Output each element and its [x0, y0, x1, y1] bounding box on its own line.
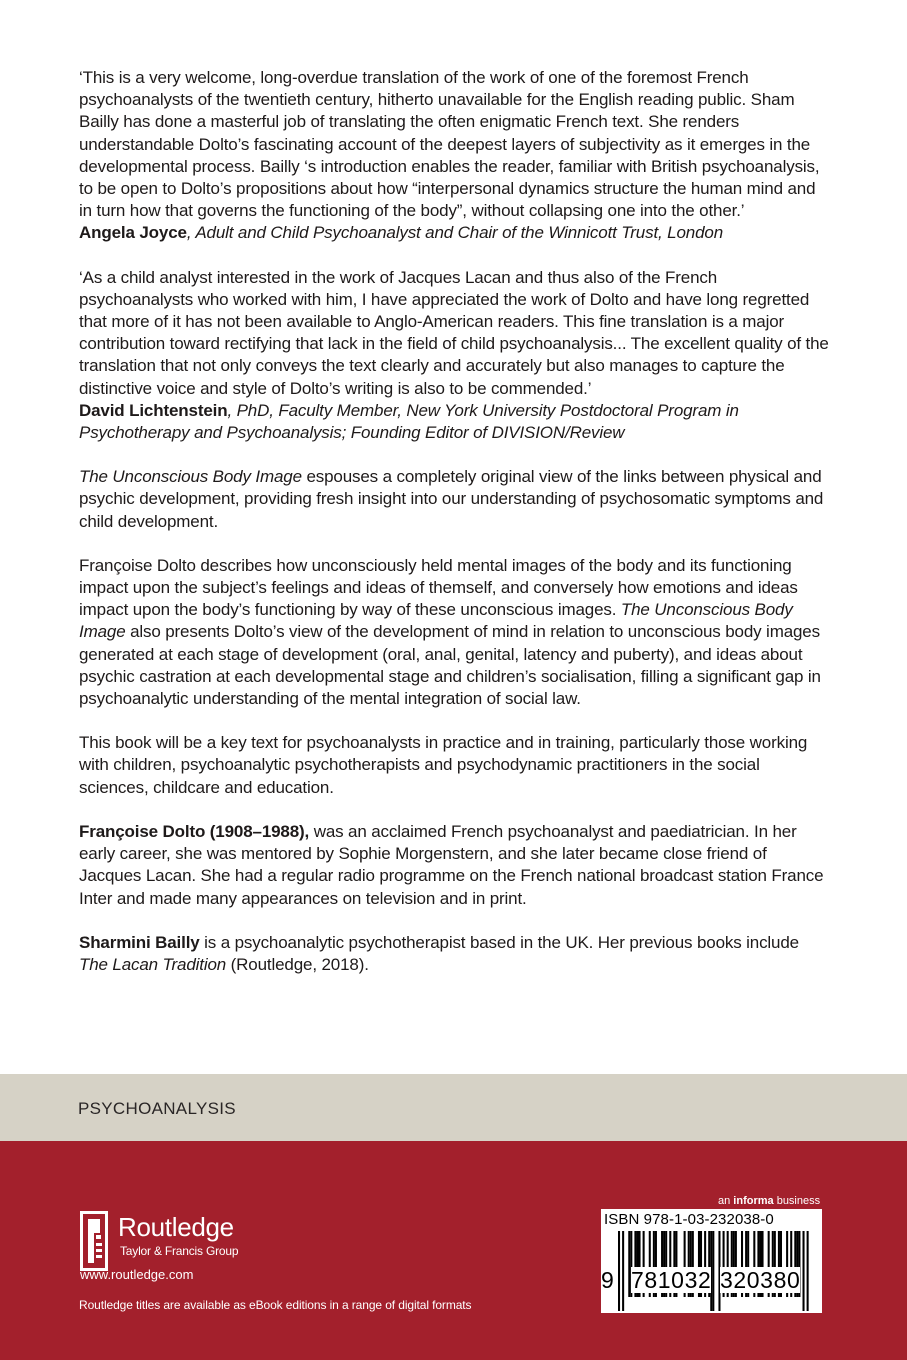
- barcode-bar: [712, 1231, 714, 1311]
- book-title: The Unconscious Body Image: [79, 467, 302, 487]
- publisher-name: Routledge: [118, 1212, 234, 1242]
- subject-category: PSYCHOANALYSIS: [78, 1099, 236, 1118]
- back-cover-text: [79, 67, 829, 998]
- blurb-paragraph-1: The Unconscious Body Image espouses a completely original view of the links between physical and psychic development, providing fresh insight into our understanding of psychosomatic symptoms and child development.: [79, 467, 824, 531]
- barcode-lead-digit: 9: [601, 1267, 614, 1293]
- ebook-note: Routledge titles are available as eBook editions in a range of digital formats: [79, 1298, 472, 1312]
- translator-bio: Sharmini Bailly is a psychoanalytic psychotherapist based in the UK. Her previous books include The Lacan Tradition (Routledge, 2018).: [79, 932, 799, 974]
- book-title: The Unconscious Body Image: [79, 600, 793, 642]
- blurb-paragraph-2: Françoise Dolto describes how unconsciously held mental images of the body and its functioning impact upon the subject’s feelings and ideas of themself, and conversely how emotions and ideas impact upon the body’s functioning by way of these unconscious images. The Unconscious Body Image also presents Dolto’s view of the development of mind in relation to unconscious body images generated at each stage of development (oral, anal, genital, latency and puberty), and ideas about psychic castration at each developmental stage and children’s socialisation, filling a significant gap in psychoanalytic understanding of the mental integration of social law.: [79, 555, 821, 709]
- reviewer-affiliation-1: , Adult and Child Psychoanalyst and Chair of the Winnicott Trust, London: [186, 223, 723, 243]
- barcode-bar: [622, 1231, 624, 1311]
- isbn-number: ISBN 978-1-03-232038-0: [604, 1211, 774, 1228]
- informa-tagline: an informa business: [718, 1195, 821, 1207]
- barcode-bar: [618, 1231, 620, 1311]
- review-quote-1: ‘This is a very welcome, long-overdue translation of the work of one of the foremost French psychoanalysts of the twentieth century, hitherto unavailable for the English reading public. Sham Bailly has done a masterful job of translating the often enigmatic French text. She renders understandable Dolto’s fascinating account of the deepest layers of subjectivity as it emerges in the developmental process. Bailly ‘s introduction enables the reader, familiar with British psychoanalysis, to be open to Dolto’s propositions about how “interpersonal dynamics structure the human mind and in turn how that governs the functioning of the body”, without collapsing one into the other.’: [79, 68, 820, 221]
- blurb-paragraph-3: This book will be a key text for psychoanalysts in practice and in training, particularly those working with children, psychoanalytic psychotherapists and psychodynamic practitioners in the social sciences, childcare and education.: [79, 733, 808, 797]
- translator-name: Sharmini Bailly: [79, 932, 200, 952]
- barcode-bar: [803, 1231, 805, 1311]
- previous-book-title: The Lacan Tradition: [79, 954, 227, 974]
- author-name: Françoise Dolto (1908–1988),: [79, 821, 310, 841]
- barcode: [601, 1209, 822, 1313]
- publisher-band: [0, 1141, 907, 1360]
- barcode-bar: [807, 1231, 809, 1311]
- subject-band: [0, 1074, 907, 1141]
- reviewer-affiliation-2: , PhD, Faculty Member, New York University Postdoctoral Program in Psychotherapy and Psychoanalysis; Founding Editor of DIVISION/Review: [79, 400, 739, 443]
- author-bio: Françoise Dolto (1908–1988), was an acclaimed French psychoanalyst and paediatrician. In her early career, she was mentored by Sophie Morgenstern, and she later became close friend of Jacques Lacan. She had a regular radio programme on the French national broadcast station France Inter and made many appearances on television and in print.: [79, 821, 824, 908]
- review-quote-2: ‘As a child analyst interested in the work of Jacques Lacan and thus also of the French psychoanalysts who worked with him, I have appreciated the work of Dolto and have long regretted that more of it has not been available to Anglo-American readers. This fine translation is a major contribution toward rectifying that lack in the field of child psychoanalysis... The excellent quality of the translation that not only conveys the text clearly and accurately but also manages to capture the distinctive voice and style of Dolto’s writing is also to be commended.’: [79, 267, 829, 398]
- reviewer-name-1: Angela Joyce: [79, 223, 187, 243]
- publisher-group: Taylor & Francis Group: [120, 1244, 239, 1258]
- barcode-right-digits: 320380: [720, 1267, 801, 1293]
- barcode-left-digits: 781032: [631, 1267, 712, 1293]
- routledge-logo-icon: [80, 1211, 108, 1271]
- review-credit-2: [79, 400, 829, 444]
- informa-brand: informa: [733, 1195, 774, 1207]
- review-credit-1: [79, 222, 829, 244]
- barcode-bar: [628, 1231, 630, 1297]
- reviewer-name-2: David Lichtenstein: [79, 400, 228, 420]
- publisher-website[interactable]: www.routledge.com: [80, 1267, 194, 1282]
